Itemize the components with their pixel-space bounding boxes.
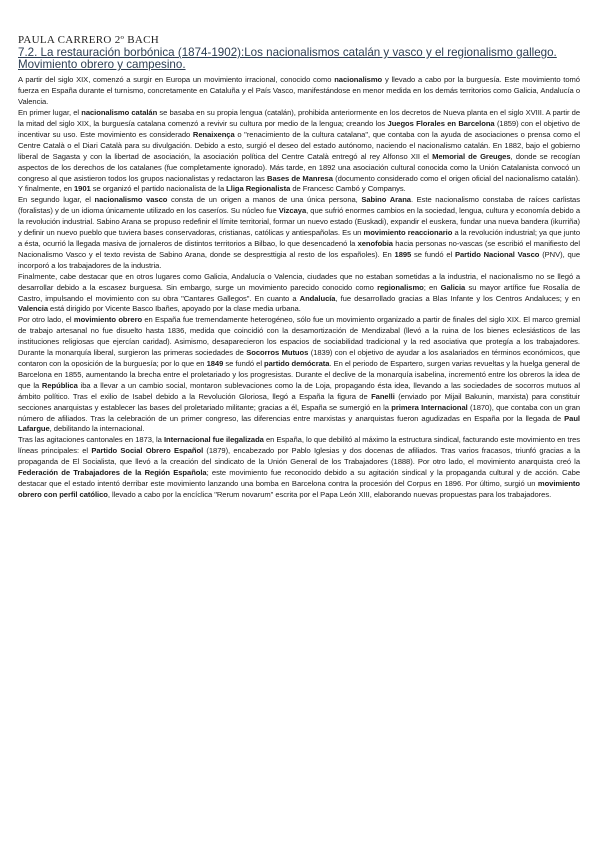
bold-term: Sabino Arana xyxy=(361,195,411,205)
bold-term: nacionalismo vasco xyxy=(94,195,168,205)
bold-term: Internacional fue ilegalizada xyxy=(163,435,264,445)
bold-term: 1895 xyxy=(394,249,412,259)
bold-term: Bases de Manresa xyxy=(267,173,333,183)
bold-term: Socorros Mutuos xyxy=(246,348,309,358)
bold-term: partido demócrata xyxy=(264,358,330,368)
document-title: 7.2. La restauración borbónica (1874-1902):Los nacionalismos catalán y vasco y el regionalismo gallego. Movimiento obrero y campesino. xyxy=(18,46,557,72)
bold-term: movimiento obrero xyxy=(73,315,143,325)
bold-term: Andalucía xyxy=(299,293,336,303)
bold-term: nacionalismo catalán xyxy=(81,108,158,118)
paragraph-international: Tras las agitaciones cantonales en 1873, la Internacional fue ilegalizada en España, lo que debilitó al máximo la estructura sindical, facturando este movimiento en tres líneas principales: el Partido Social Obrero Español (1879), encabezado por Pablo Iglesias y dos docenas de afiliados. Tras varios fracasos, triunfó gracias a la propaganda de El Socialista, que llevó a la creación del sindicato de la Unión General de los Trabajadores (1888). Por otro lado, el movimiento anarquista creó la Federación de Trabajadores de la Región Española; este movimiento fue reconocido debido a su agitación sindical y la propaganda cultural y de acción. Cabe destacar que el estado intentó derribar este movimiento lanzando una bomba en Barcelona contra la procesión del Corpus en 1896. Por último, surgió un movimiento obrero con perfil católico, llevado a cabo por la encíclica "Rerum novarum" escrita por el Papa León XIII, elaborando nuevas propuestas para los trabajadores. xyxy=(18,435,581,499)
bold-term: 1901 xyxy=(74,184,91,194)
bold-term: Partido Nacional Vasco xyxy=(454,249,540,259)
bold-term: movimiento obrero con perfil católico xyxy=(18,478,580,499)
bold-term: Fanelli xyxy=(371,391,395,401)
bold-term: xenofobia xyxy=(357,239,393,248)
bold-term: Memorial de Greuges xyxy=(432,151,511,161)
bold-term: Valencia xyxy=(18,304,48,314)
bold-term: regionalismo xyxy=(377,282,424,292)
document-page xyxy=(18,34,580,501)
paragraph-catalan: En primer lugar, el nacionalismo catalán se basaba en su propia lengua (catalán), prohibida anteriormente en los decretos de Nueva planta en el siglo XVIII. A partir de la mitad del siglo XIX, la burguesía catalana comenzó a revivir su cultura por medio de la lengua; creando los Juegos Florales en Barcelona (1859) con el objetivo de incentivar su uso. Este movimiento es considerado Renaixença o "renacimiento de la cultura catalana", que contaba con la ayuda de asociaciones o prensa como el Centre Català o el Diari Català para su divulgación. Debido a esto, surgió el deseo del estado autónomo, naciendo el nacionalismo catalán. En 1882, bajo el gobierno liberal de Sagasta y con la libertad de asociación, la asociación política del Centre Català entregó al rey Alfonso XII el Memorial de Greuges, donde se recogían aspectos de los derechos de los catalanes (fue completamente ignorado). Más tarde, en 1892 una asociación cultural conocida como la Unión Catalanista convocó un congreso al que asistieron todos los grupos nacionalistas y redactaron las Bases de Manresa (documento considerado como el origen oficial del nacionalismo catalán). Y finalmente, en 1901 se organizó el partido nacionalista de la Lliga Regionalista de Francesc Cambó y Companys. xyxy=(18,108,581,194)
author-line: PAULA CARRERO 2º BACH xyxy=(18,34,160,46)
bold-term: movimiento reaccionario xyxy=(363,228,453,238)
bold-term: nacionalismo xyxy=(334,75,383,85)
bold-term: Partido Social Obrero Español xyxy=(91,446,204,456)
bold-term: Paul Lafargue xyxy=(18,413,580,434)
bold-term: República xyxy=(41,380,78,390)
paragraph-intro: A partir del siglo XIX, comenzó a surgir en Europa un movimiento irracional, conocido como nacionalismo y llevado a cabo por la burguesía. Este movimiento tomó fuerza en España durante el turnismo, concretamente en Cataluña y el País Vasco, manifestándose en menor medida en los demás territorios como Galicia, Andalucía o Valencia. xyxy=(18,75,580,107)
bold-term: Galicia xyxy=(440,282,466,292)
paragraph-regionalism: Finalmente, cabe destacar que en otros lugares como Galicia, Andalucía o Valencia, ciudades que no estaban sometidas a la industria, el nacionalismo no se llegó a desarrollar debido a la escasez burguesa. Sin embargo, surge un movimiento parecido conocido como regionalismo; en Galicia su mayor artífice fue Rosalía de Castro, impulsando el movimiento con su obra "Cantares Gallegos". En cuanto a Andalucía, fue desarrollado gracias a Blas Infante y los Centros Andaluces; y en Valencia está dirigido por Vicente Basco Ibañes, apoyado por la clase media urbana. xyxy=(18,271,580,314)
bold-term: Juegos Florales en Barcelona xyxy=(387,119,495,129)
bold-term: Federación de Trabajadores de la Región Española xyxy=(18,468,207,478)
paragraph-labor-movement: Por otro lado, el movimiento obrero en España fue tremendamente heterogéneo, sólo fue un movimiento organizado a partir de finales del siglo XIX. El marco gremial de trabajo artesanal no fue disuelto hasta 1836, medida que coincidió con la desamortización de Mendizabal (llevó a la ruina de los bienes eclesiásticos de las instituciones religiosas que ejercían caridad). Asimismo, desaparecieron los espacios de sociabilidad tradicional y la red asociativa que protegía a los trabajadores. Durante la monarquía liberal, surgieron las primeras sociedades de Socorros Mutuos (1839) con el objetivo de ayudar a los asalariados en términos económicos, que contaron con la oposición de la burguesía; por lo que en 1849 se fundó el partido demócrata. En el periodo de Espartero, surgen varias revueltas y la huelga general de Barcelona en 1855, aumentando la brecha entre el proletariado y los progresistas. Durante el declive de la monarquía isabelina, incrementó entre los obreros la idea de que la República iba a llevar a un cambio social, montaron sublevaciones como la de Loja, propagando ésta idea, llevando a las sociedades de socorros mutuos al ámbito político. Tras el exilio de Isabel debido a la Revolución Gloriosa, llegó a España la figura de Fanelli (enviado por Mijail Bakunin, marxista) para constituir secciones anarquistas y establecer las bases del proletariado militante; gracias a él, España se sumergió en la primera Internacional (1870), que contaba con un gran número de afiliados. Tras la celebración de un primer congreso, las diferencias entre marxistas y anarquistas fueron agudizadas en España por la llegada de Paul Lafargue, debilitando la internacional. xyxy=(18,315,581,434)
paragraph-basque: En segundo lugar, el nacionalismo vasco consta de un origen a manos de una única persona, Sabino Arana. Este nacionalismo constaba de raíces carlistas (foralistas) y de un idioma únicamente utilizado en los caseríos. Su núcleo fue Vizcaya, que sufrió enormes cambios en la sociedad, lengua, cultura y economía debido a la revolución industrial. Sabino Arana se propuso redefinir el límite territorial, formar un nuevo estado (Euskadi), expandir el euskera, fundar una nueva bandera (ikurriña) y definir un nuevo pueblo que tuviera bases conservadoras, cristianas, católicas y antiespañolas. Es un movimiento reaccionario a la revolución industrial; ya que junto a ésta, ocurrió la llegada masiva de jornaleros de distintos territorios a Bilbao, lo que desencadenó la xenofobia hacia personas no-vascas (se escribió el manifiesto del Nacionalismo Vasco y el texto revista de Sabino Arana, donde se despresttigia al resto de los españoles). En 1895 se fundó el Partido Nacional Vasco (PNV), que incorporó a los trabajadores de la industria. xyxy=(18,195,581,270)
document-body xyxy=(18,75,580,500)
bold-term: 1849 xyxy=(206,358,224,368)
bold-term: Renaixença xyxy=(192,129,235,139)
bold-term: primera Internacional xyxy=(391,402,468,412)
bold-term: Vizcaya xyxy=(278,206,307,216)
bold-term: Lliga Regionalista xyxy=(226,184,291,194)
